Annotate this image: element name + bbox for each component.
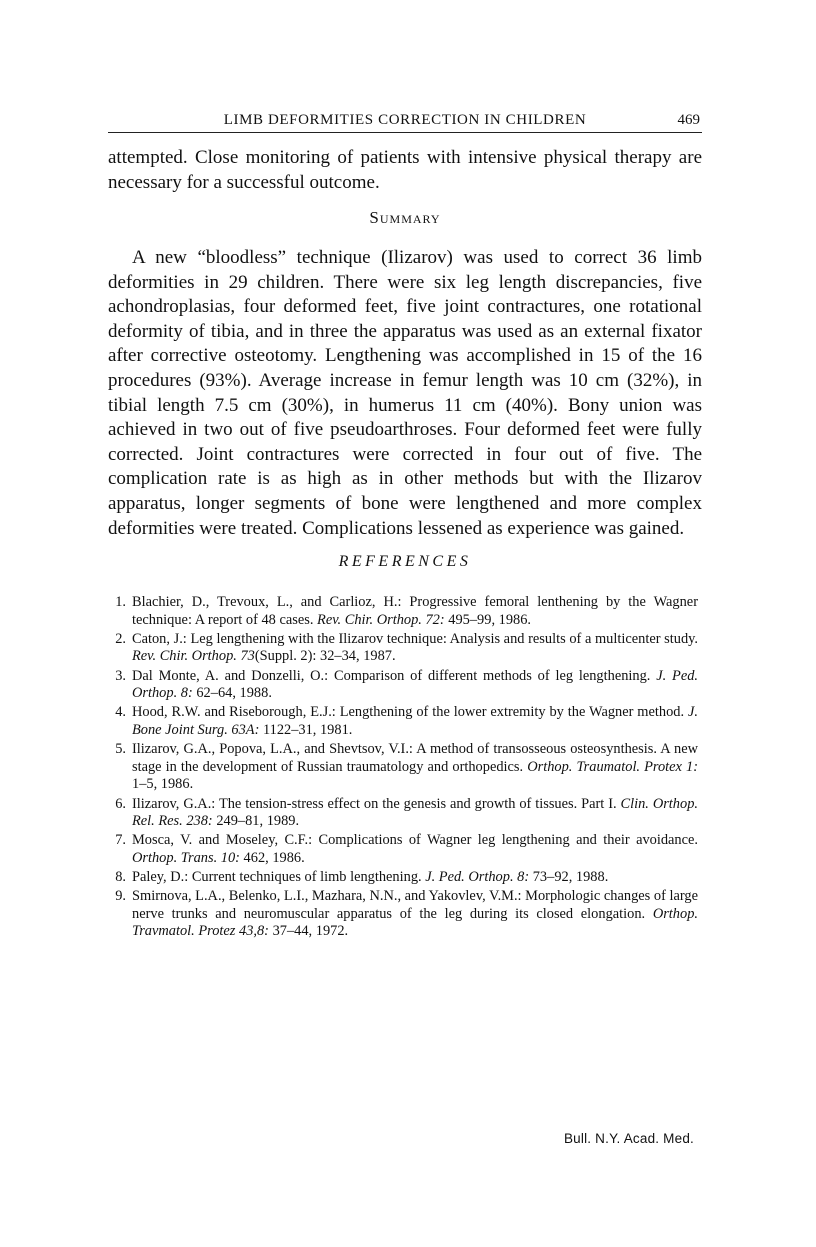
- reference-tail: 495–99, 1986.: [444, 611, 532, 628]
- reference-item: [108, 631, 698, 666]
- reference-text: Mosca, V. and Moseley, C.F.: Complications of Wagner leg lengthening and their avoidance.: [132, 832, 698, 849]
- reference-number: 7 .: [108, 832, 126, 850]
- reference-tail: (Suppl. 2): 32–34, 1987.: [254, 648, 396, 665]
- reference-number: 6 .: [108, 796, 126, 814]
- continued-paragraph: attempted. Close monitoring of patients with intensive physical therapy are necessary for a successful outcome.: [108, 147, 702, 193]
- reference-journal: J. Bone Joint Surg. 63A:: [132, 704, 698, 738]
- reference-number: 5 .: [108, 741, 126, 759]
- reference-journal: J. Ped. Orthop. 8:: [132, 667, 698, 702]
- reference-item: [108, 741, 698, 794]
- reference-tail: 62–64, 1988.: [192, 685, 272, 702]
- reference-item: [108, 594, 698, 629]
- reference-number: 3 .: [108, 668, 126, 686]
- reference-text: Dal Monte, A. and Donzelli, O.: Comparison of different methods of leg lengthening.: [132, 667, 657, 684]
- reference-item: [108, 832, 698, 867]
- summary-heading: Summary: [369, 208, 441, 227]
- reference-journal: Orthop. Travmatol. Protez 43,8:: [132, 905, 698, 940]
- reference-journal: Rev. Chir. Orthop. 72:: [317, 611, 445, 628]
- reference-item: [108, 668, 698, 703]
- journal-footer: Bull. N.Y. Acad. Med.: [563, 1131, 694, 1146]
- reference-text: Blachier, D., Trevoux, L., and Carlioz, H.: Progressive femoral lenthening by the Wagner technique: A report of 48 cases.: [132, 594, 698, 628]
- references-list: [108, 594, 698, 943]
- reference-item: [108, 888, 698, 941]
- reference-journal: J. Ped. Orthop. 8:: [425, 869, 530, 886]
- reference-item: [108, 869, 698, 887]
- reference-text: Ilizarov, G.A.: The tension-stress effect on the genesis and growth of tissues. Part I.: [132, 795, 621, 812]
- reference-tail: 462, 1986.: [239, 849, 305, 866]
- running-title: LIMB DEFORMITIES CORRECTION IN CHILDREN: [223, 112, 587, 128]
- reference-number: 8 .: [108, 869, 126, 887]
- reference-text: Hood, R.W. and Riseborough, E.J.: Lengthening of the lower extremity by the Wagner method.: [132, 704, 688, 721]
- running-header: [108, 112, 702, 133]
- reference-tail: 249–81, 1989.: [212, 813, 300, 830]
- reference-item: [108, 796, 698, 831]
- summary-paragraph: A new “bloodless” technique (Ilizarov) was used to correct 36 limb deformities in 29 children. There were six leg length discrepancies, five achondroplasias, four deformed feet, five joint contractures, one rotational deformity of tibia, and in three the apparatus was used as an external fixator after corrective osteotomy. Lengthening was accomplished in 15 of the 16 procedures (93%). Average increase in femur length was 10 cm (32%), in tibial length 7.5 cm (30%), in humerus 11 cm (40%). Bony union was achieved in two out of five pseudoarthroses. Four deformed feet were fully corrected. Joint contractures were corrected in four out of five. The complication rate is as high as in other methods but with the Ilizarov apparatus, longer segments of bone were lengthened and more complex deformities were treated. Complications lessened as experience was gained.: [108, 247, 702, 539]
- reference-text: Ilizarov, G.A., Popova, L.A., and Shevtsov, V.I.: A method of transosseous osteosynthesis. A new stage in the development of Russian traumatology and orthopedics.: [132, 741, 698, 775]
- reference-journal: Rev. Chir. Orthop. 73: [132, 648, 255, 665]
- reference-journal: Orthop. Trans. 10:: [132, 849, 240, 866]
- reference-item: [108, 704, 698, 739]
- page-number: 469: [677, 112, 700, 128]
- reference-text: Smirnova, L.A., Belenko, L.I., Mazhara, N.N., and Yakovlev, V.M.: Morphologic changes of large nerve trunks and neuromuscular apparatus of the leg during its closed elongation.: [132, 888, 698, 922]
- reference-tail: 73–92, 1988.: [529, 869, 609, 886]
- reference-tail: 1–5, 1986.: [132, 776, 194, 793]
- reference-tail: 1122–31, 1981.: [259, 721, 353, 738]
- reference-journal: Clin. Orthop. Rel. Res. 238:: [132, 795, 698, 830]
- references-heading: REFERENCES: [338, 553, 472, 570]
- reference-tail: 37–44, 1972.: [268, 923, 349, 940]
- reference-text: Caton, J.: Leg lengthening with the Ilizarov technique: Analysis and results of a multicenter study.: [132, 630, 698, 647]
- reference-number: 4 .: [108, 704, 126, 722]
- reference-text: Paley, D.: Current techniques of limb lengthening.: [132, 869, 426, 886]
- reference-number: 9 .: [108, 888, 126, 906]
- reference-number: 2 .: [108, 631, 126, 649]
- reference-journal: Orthop. Traumatol. Protex 1:: [527, 758, 699, 775]
- reference-number: 1 .: [108, 594, 126, 612]
